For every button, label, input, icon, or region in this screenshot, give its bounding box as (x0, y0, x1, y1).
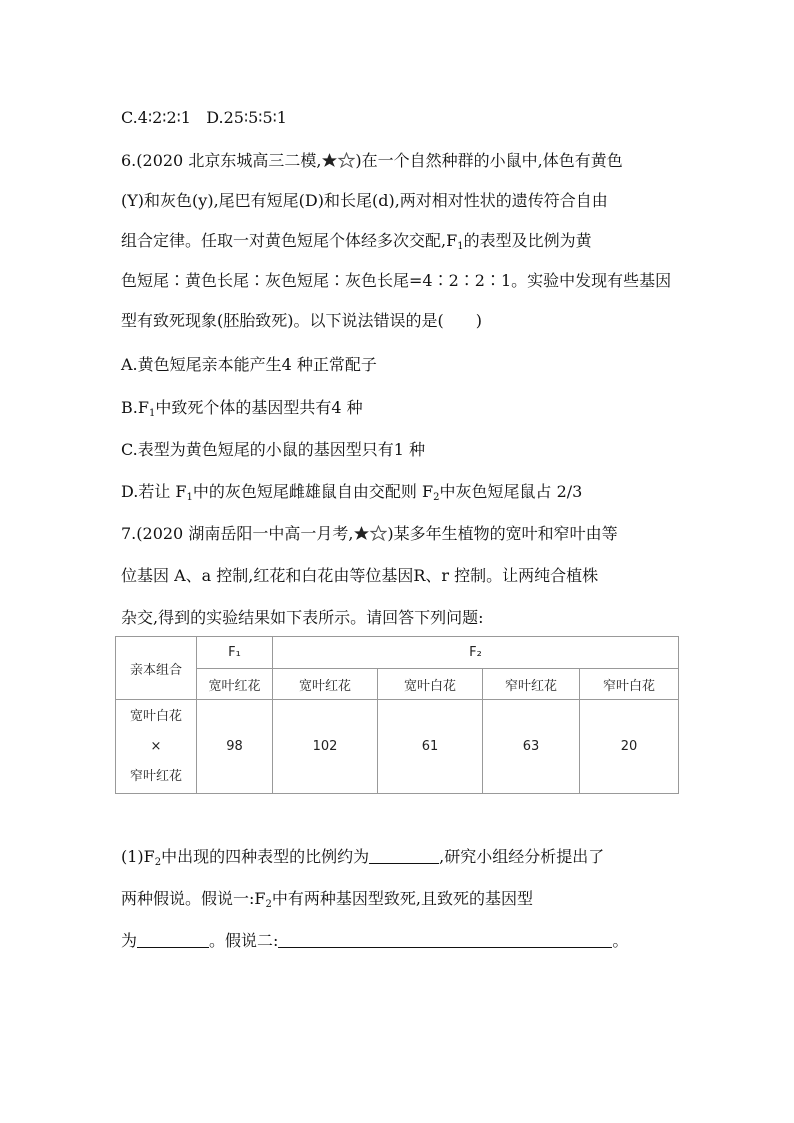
q7-stem-line1: 7.(2020 湖南岳阳一中高一月考, )某多年生植物的宽叶和窄叶由等 (121, 524, 618, 543)
q5-options (121, 108, 287, 128)
value-cell: 20 (580, 700, 679, 794)
results-table (115, 636, 679, 794)
q6-option-d: D.若让 $F_1$中的灰色短尾雌雄鼠自由交配则 $F_2$中灰色短尾鼠占 2/3 (121, 482, 583, 503)
value-cell: 61 (378, 700, 483, 794)
q6-option-c: C.表型为黄色短尾的小鼠的基因型只有1 种 (121, 440, 426, 459)
q7-stem-line2: 位基因 A、a 控制,红花和白花由等位基因R、r 控制。让两纯合植株 (121, 566, 599, 585)
q6-stem-line4: 色短尾∶黄色长尾∶灰色短尾∶灰色长尾=4∶2∶2∶1。实验中发现有些基因 (121, 271, 672, 290)
q7-sub1-line3: 为 。假说二: 。 (121, 931, 629, 950)
q6-stem-line1: 6.(2020 北京东城高三二模, )在一个自然种群的小鼠中,体色有黄色 (121, 151, 623, 170)
q6-option-a: A.黄色短尾亲本能产生4 种正常配子 (121, 355, 377, 374)
difficulty-star-icon (353, 525, 387, 541)
parent-header: 亲本组合 (116, 637, 197, 700)
parent-cross-cell: 宽叶白花 × 窄叶红花 (116, 700, 197, 794)
q5-option-d: D.25∶5∶5∶1 (206, 108, 287, 127)
table-row (116, 700, 679, 794)
answer-blank[interactable] (137, 932, 209, 948)
table-header-row (116, 637, 679, 669)
subheader-cell: 宽叶白花 (378, 669, 483, 700)
q6-stem-line2: (Y)和灰色(y),尾巴有短尾(D)和长尾(d),两对相对性状的遗传符合自由 (121, 191, 608, 210)
subheader-cell: 窄叶白花 (580, 669, 679, 700)
q7-stem-line3: 杂交,得到的实验结果如下表所示。请回答下列问题: (121, 608, 484, 627)
f2-header: F₂ (273, 637, 679, 669)
q7-source: 7.(2020 湖南岳阳一中高一月考, (121, 524, 354, 543)
q6-source: 6.(2020 北京东城高三二模, (121, 151, 322, 170)
value-cell: 63 (483, 700, 580, 794)
q5-option-c: C.4∶2∶2∶1 (121, 108, 191, 127)
q7-sub1-line2: 两种假说。假说一$:F_2$中有两种基因型致死,且致死的基因型 (121, 889, 533, 910)
q6-stem-line5: 型有致死现象(胚胎致死)。以下说法错误的是( ) (121, 311, 482, 330)
difficulty-star-icon (321, 152, 355, 168)
answer-blank[interactable] (278, 932, 612, 948)
subheader-cell: 宽叶红花 (273, 669, 378, 700)
subheader-cell: 窄叶红花 (483, 669, 580, 700)
table-subheader-row (116, 669, 679, 700)
f1-header: F₁ (197, 637, 273, 669)
answer-blank[interactable] (369, 848, 439, 864)
value-cell: 102 (273, 700, 378, 794)
subheader-cell: 宽叶红花 (197, 669, 273, 700)
q6-stem-line3: 组合定律。任取一对黄色短尾个体经多次交配$,F_1$的表型及比例为黄 (121, 231, 592, 252)
q6-option-b: $B.F_1$中致死个体的基因型共有4 种 (121, 398, 363, 419)
value-cell: 98 (197, 700, 273, 794)
q7-sub1-line1: $(1)F_2$中出现的四种表型的比例约为 ,研究小组经分析提出了 (121, 847, 605, 868)
